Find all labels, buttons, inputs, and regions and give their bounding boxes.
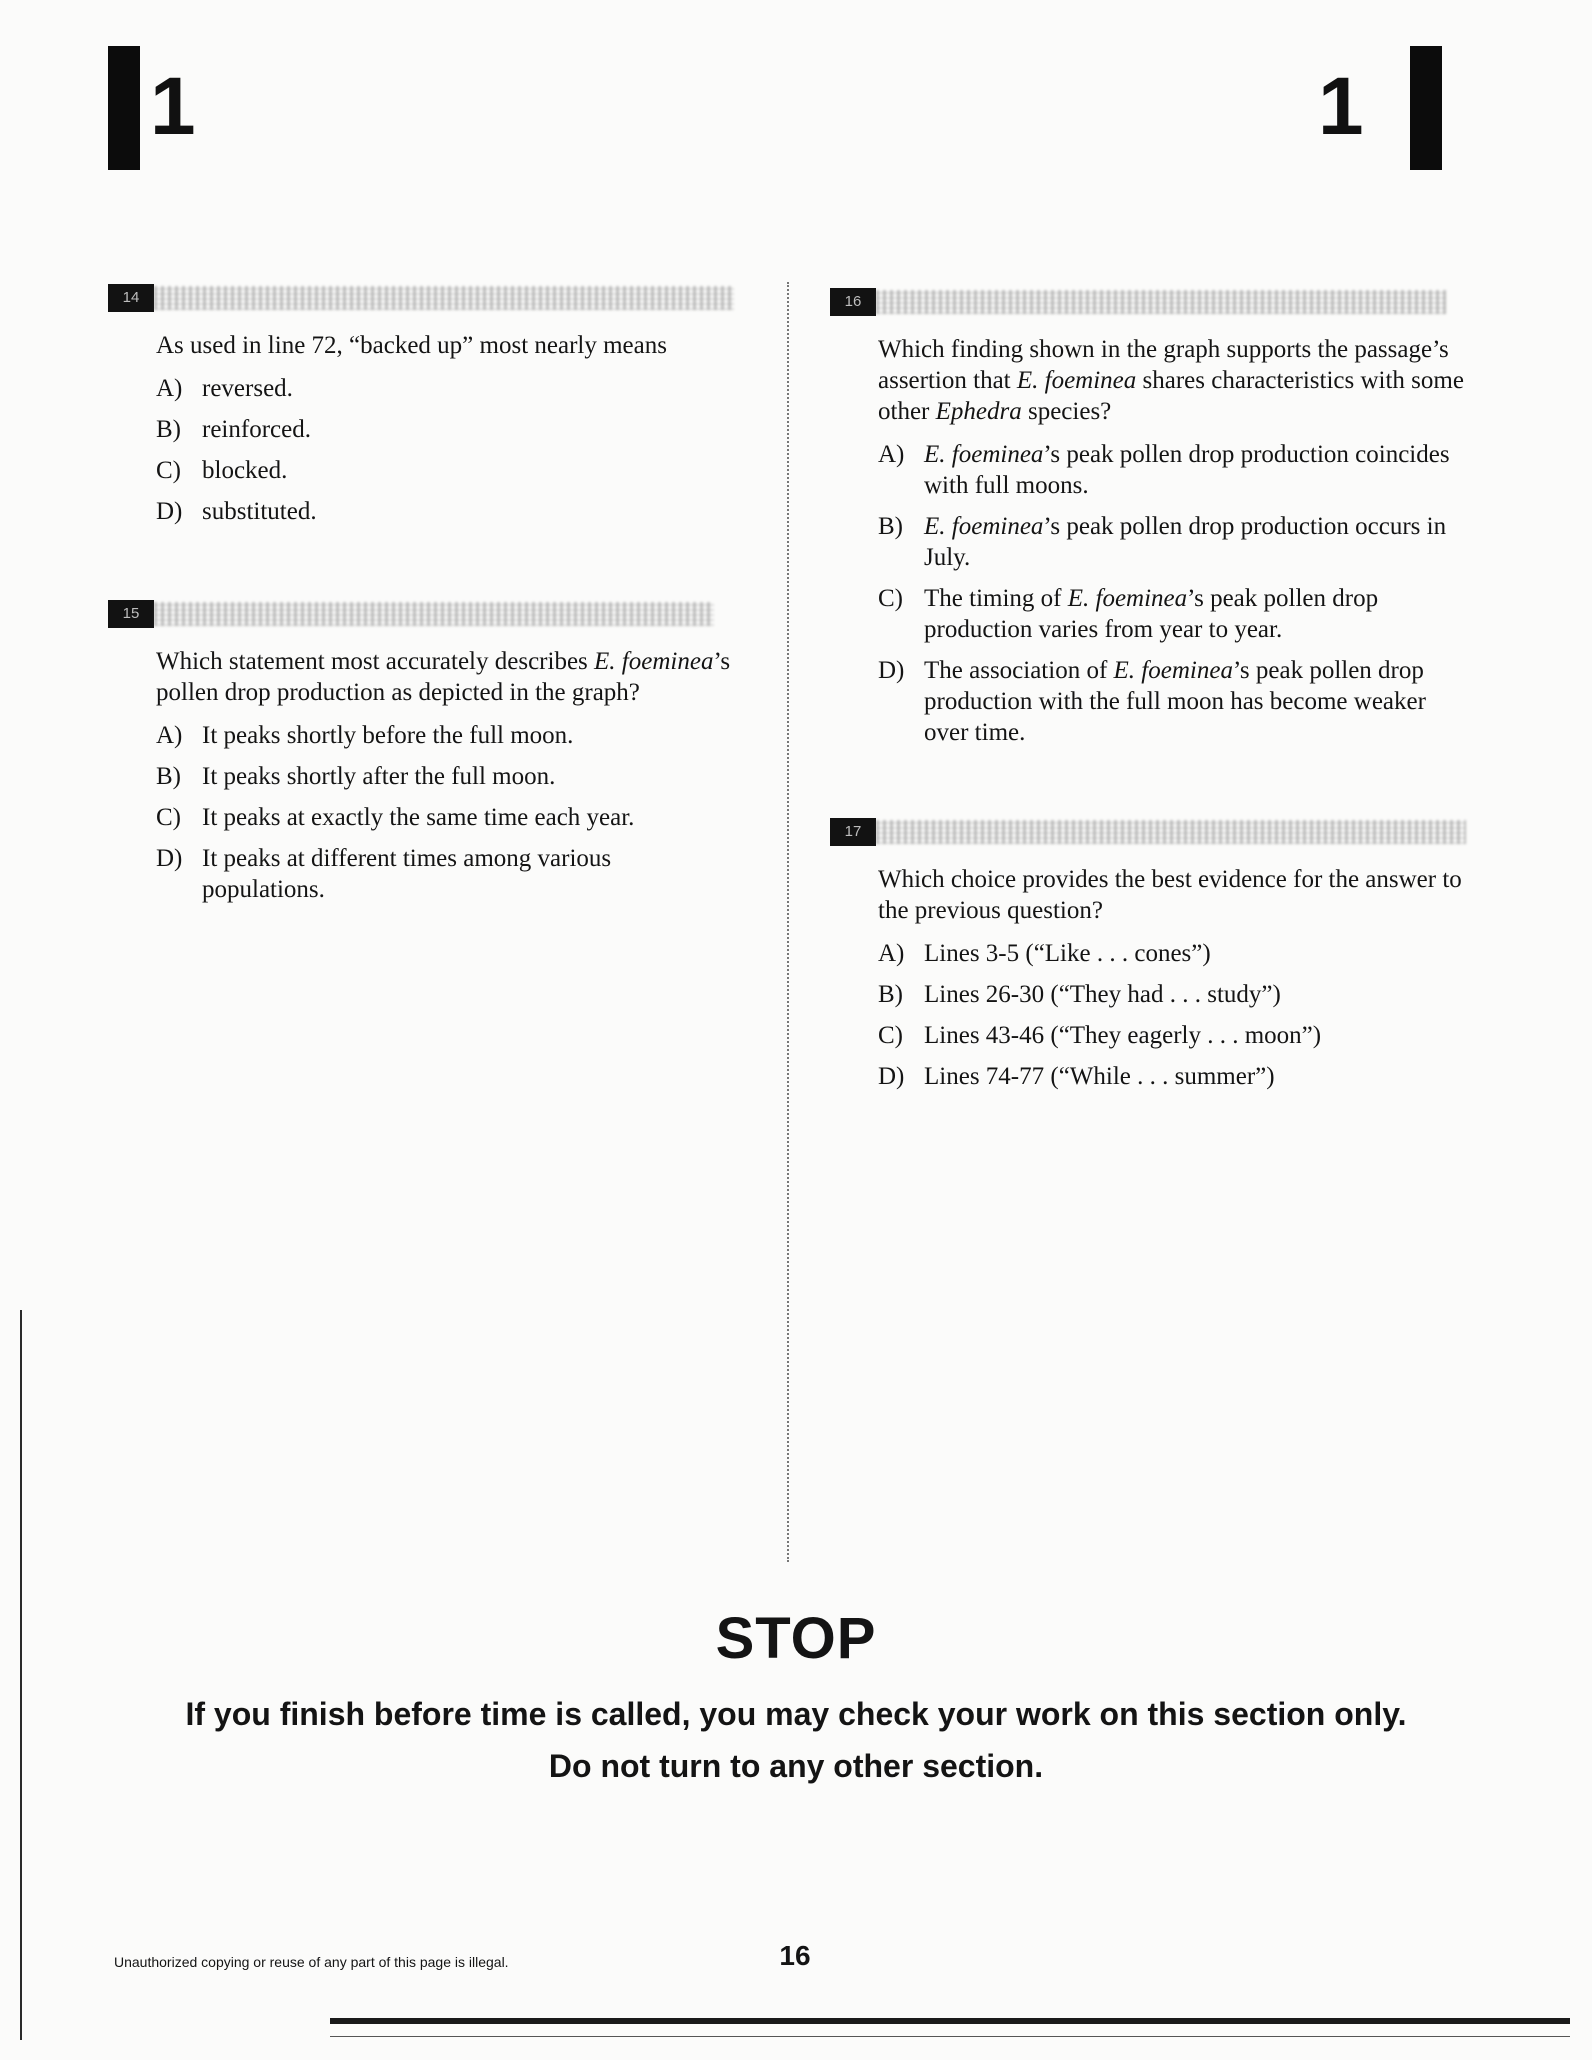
answer-option-a[interactable]: A) E. foeminea’s peak pollen drop production coincides with full moons. [878,441,1450,499]
answer-options [878,938,1468,1092]
question-stem: Which finding shown in the graph supports the passage’s assertion that E. foeminea shares characteristics with some other Ephedra species? [878,336,1464,425]
section-bar-right [1410,46,1442,170]
section-bar-left [108,46,140,170]
question-number-box: 14 [108,284,154,312]
question-number-box: 16 [830,288,876,316]
question-14 [156,330,756,537]
column-divider [787,282,789,1562]
section-number-right: 1 [1318,61,1364,152]
stop-message-line-1: If you finish before time is called, you may check your work on this section only. [185,1696,1407,1732]
stop-message-line-2: Do not turn to any other section. [548,1748,1044,1784]
section-number-left: 1 [150,61,196,152]
page-number: 16 [779,1940,811,1971]
question-16 [878,334,1468,758]
question-stem: Which choice provides the best evidence for the answer to the previous question? [878,866,1462,924]
answer-option-a[interactable]: A) Lines 3-5 (“Like . . . cones”) [878,940,1211,967]
question-header-redaction [154,286,734,310]
answer-options [156,720,746,905]
answer-option-b[interactable]: B) Lines 26-30 (“They had . . . study”) [878,981,1281,1008]
question-16-header [830,288,1450,316]
question-stem: Which statement most accurately describes E. foeminea’s pollen drop production as depicted in the graph? [156,648,731,706]
answer-option-b[interactable]: B) E. foeminea’s peak pollen drop production occurs in July. [878,513,1447,571]
question-15-header [108,600,738,628]
answer-options [156,373,756,527]
question-17 [878,864,1468,1102]
answer-option-d[interactable]: D) substituted. [156,498,317,525]
answer-option-d[interactable]: D) It peaks at different times among various populations. [156,845,612,903]
answer-option-d[interactable]: D) Lines 74-77 (“While . . . summer”) [878,1063,1275,1090]
scan-edge-left [20,1310,22,2040]
answer-option-c[interactable]: C) It peaks at exactly the same time each year. [156,804,635,831]
answer-option-a[interactable]: A) reversed. [156,375,293,402]
answer-option-c[interactable]: C) Lines 43-46 (“They eagerly . . . moon”) [878,1022,1322,1049]
stop-heading: STOP [715,1606,877,1671]
answer-option-a[interactable]: A) It peaks shortly before the full moon. [156,722,574,749]
answer-option-d[interactable]: D) The association of E. foeminea’s peak pollen drop production with the full moon has become weaker over time. [878,657,1426,746]
question-number-box: 17 [830,818,876,846]
question-header-redaction [876,290,1446,314]
answer-option-c[interactable]: C) The timing of E. foeminea’s peak pollen drop production varies from year to year. [878,585,1379,643]
answer-option-b[interactable]: B) reinforced. [156,416,311,443]
answer-option-c[interactable]: C) blocked. [156,457,288,484]
question-header-redaction [154,602,714,626]
question-header-redaction [876,820,1466,844]
question-15 [156,646,746,915]
question-14-header [108,284,738,312]
scan-edge-bottom-thin [330,2036,1570,2037]
answer-option-b[interactable]: B) It peaks shortly after the full moon. [156,763,556,790]
question-stem: As used in line 72, “backed up” most nearly means [156,332,667,359]
answer-options [878,439,1468,748]
question-17-header [830,818,1470,846]
question-number-box: 15 [108,600,154,628]
scan-edge-bottom [330,2018,1570,2024]
copyright-notice: Unauthorized copying or reuse of any part of this page is illegal. [114,1954,509,1970]
